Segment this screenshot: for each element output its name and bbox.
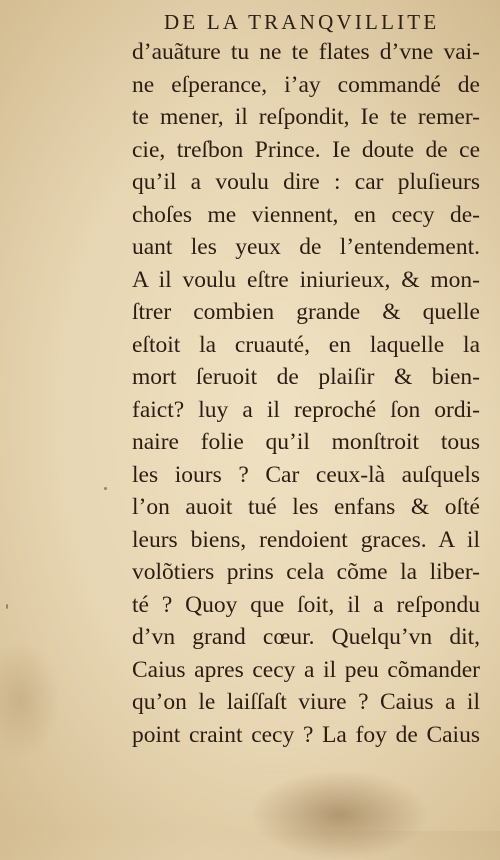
text-line: A il voulu eſtre iniurieux, & mon-: [132, 266, 480, 293]
running-head: DE LA TRANQVILLITE: [164, 10, 440, 34]
text-line: te mener, il reſpondit, Ie te remer-: [132, 104, 480, 130]
text-line: ſtrer combien grande & quelle: [132, 299, 480, 325]
text-line: naire folie qu’il monſtroit tous: [132, 429, 480, 455]
ink-fleck: [6, 604, 8, 609]
text-line: volõtiers prins cela cõme la liber-: [132, 559, 480, 585]
text-line: leurs biens, rendoient graces. A il: [132, 526, 480, 553]
paper-stain: [0, 640, 60, 760]
body-text: [132, 36, 480, 751]
text-line: cie, treſbon Prince. Ie doute de ce: [132, 136, 480, 163]
text-line: d’auãture tu ne te flates d’vne vai-: [132, 39, 480, 65]
text-line: point craint cecy ? La foy de Caius: [132, 721, 480, 748]
ink-fleck: [104, 487, 107, 490]
text-line: l’on auoit tué les enfans & oſté: [132, 494, 480, 520]
text-line: eſtoit la cruauté, en laquelle la: [132, 331, 480, 358]
text-line: mort ſeruoit de plaiſir & bien-: [132, 364, 480, 390]
text-line: choſes me viennent, en cecy de-: [132, 201, 480, 228]
paper-stain: [250, 770, 430, 860]
text-line: d’vn grand cœur. Quelqu’vn dit,: [132, 624, 480, 650]
text-line: uant les yeux de l’entendement.: [132, 234, 480, 260]
text-line: faict? luy a il reproché ſon ordi-: [132, 396, 480, 423]
text-line: Caius apres cecy a il peu cõmander: [132, 656, 480, 683]
text-line: les iours ? Car ceux-là auſquels: [132, 461, 480, 488]
text-line: qu’on le laiſſaſt viure ? Caius a il: [132, 689, 480, 715]
text-line: ne eſperance, i’ay commandé de: [132, 71, 480, 98]
text-line: té ? Quoy que ſoit, il a reſpondu: [132, 591, 480, 618]
text-line: qu’il a voulu dire : car pluſieurs: [132, 169, 480, 195]
